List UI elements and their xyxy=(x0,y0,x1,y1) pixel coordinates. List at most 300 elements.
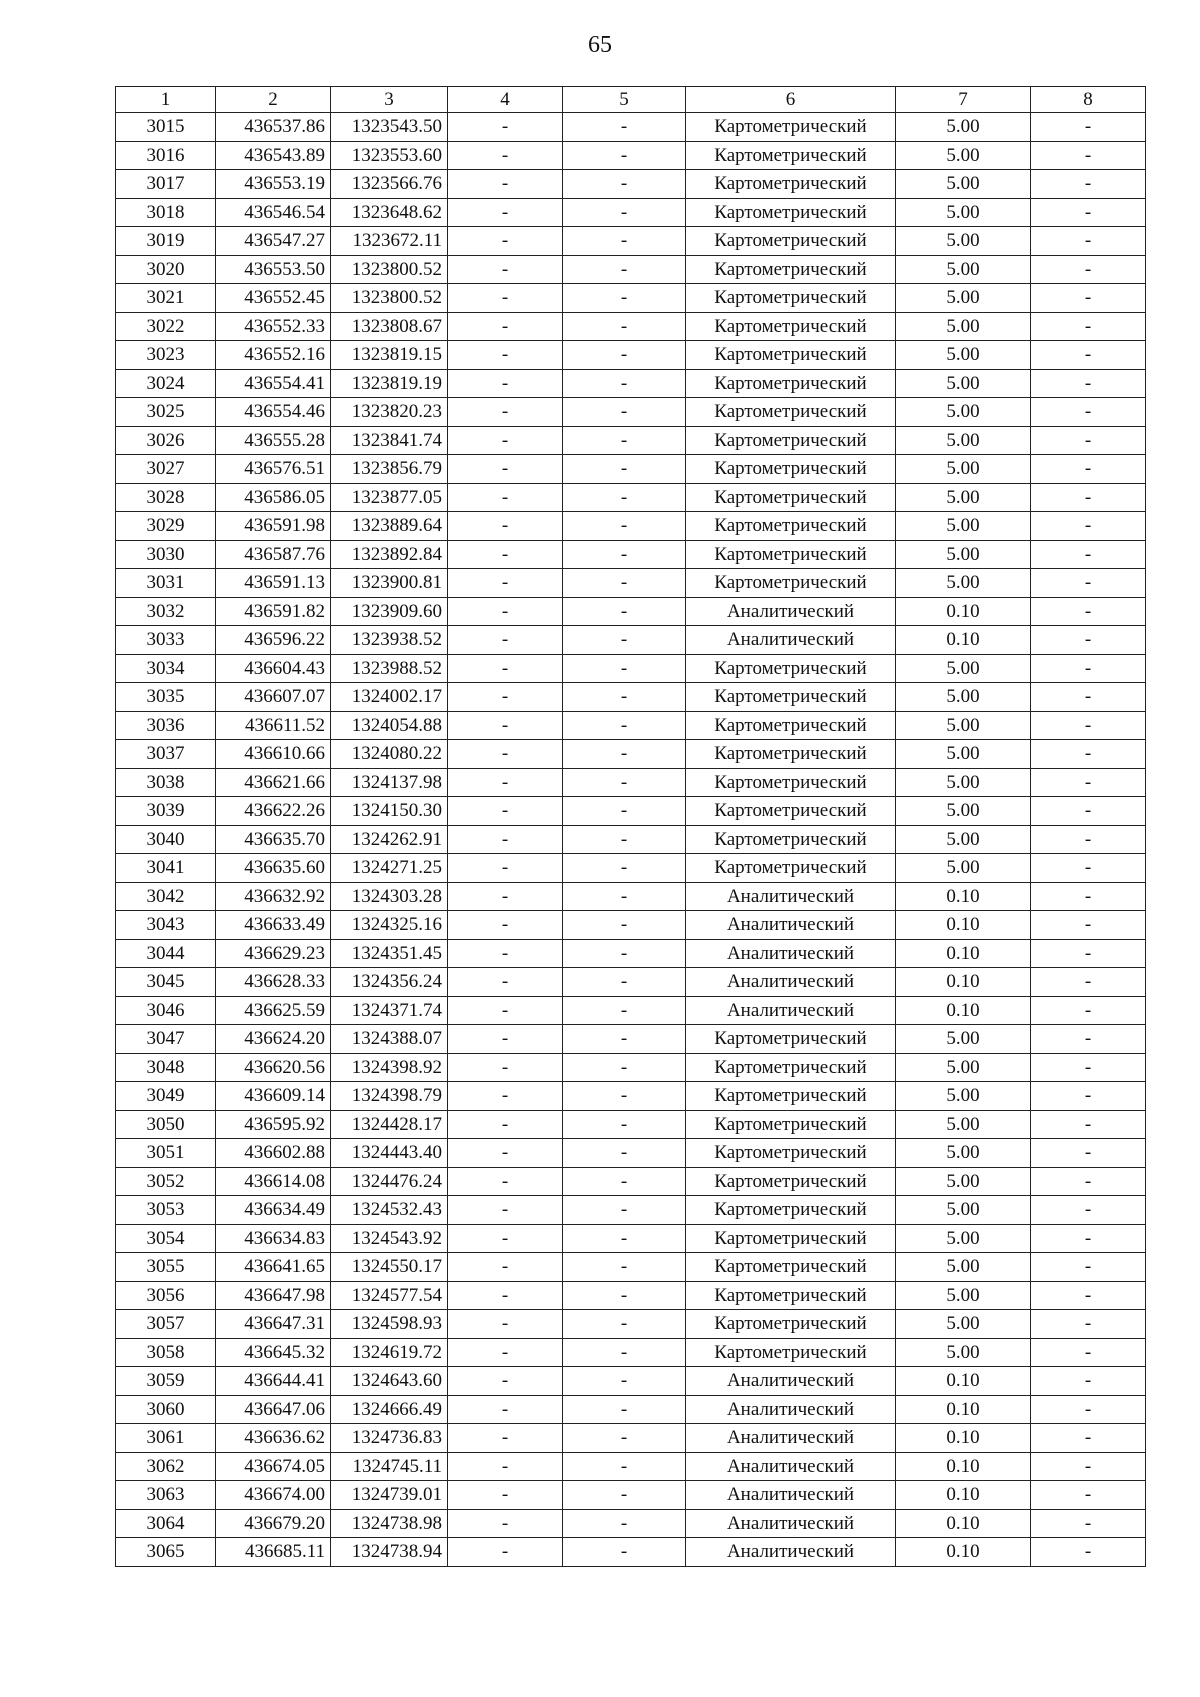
cell-point-number: 3065 xyxy=(116,1538,216,1567)
cell-accuracy: 5.00 xyxy=(896,825,1031,854)
cell-col-5-value: - xyxy=(563,1481,686,1510)
cell-accuracy: 0.10 xyxy=(896,939,1031,968)
table-row xyxy=(116,740,1146,769)
table-row xyxy=(116,654,1146,683)
cell-col-4-value: - xyxy=(448,1053,563,1082)
cell-col-5-value: - xyxy=(563,426,686,455)
cell-col-8-value: - xyxy=(1031,854,1146,883)
table-row xyxy=(116,141,1146,170)
cell-method: Картометрический xyxy=(686,284,896,313)
table-row xyxy=(116,483,1146,512)
cell-point-number: 3017 xyxy=(116,170,216,199)
cell-col-8-value: - xyxy=(1031,1395,1146,1424)
cell-method: Аналитический xyxy=(686,996,896,1025)
cell-accuracy: 0.10 xyxy=(896,1424,1031,1453)
cell-x-coordinate: 436553.50 xyxy=(216,255,331,284)
cell-method: Картометрический xyxy=(686,1025,896,1054)
cell-method: Картометрический xyxy=(686,1110,896,1139)
cell-method: Аналитический xyxy=(686,1481,896,1510)
table-row xyxy=(116,1025,1146,1054)
cell-x-coordinate: 436620.56 xyxy=(216,1053,331,1082)
table-row xyxy=(116,711,1146,740)
cell-accuracy: 5.00 xyxy=(896,540,1031,569)
cell-x-coordinate: 436552.16 xyxy=(216,341,331,370)
cell-y-coordinate: 1323889.64 xyxy=(331,512,448,541)
cell-method: Картометрический xyxy=(686,369,896,398)
cell-accuracy: 5.00 xyxy=(896,398,1031,427)
cell-accuracy: 0.10 xyxy=(896,882,1031,911)
cell-col-5-value: - xyxy=(563,198,686,227)
cell-y-coordinate: 1324543.92 xyxy=(331,1224,448,1253)
cell-point-number: 3022 xyxy=(116,312,216,341)
cell-col-8-value: - xyxy=(1031,483,1146,512)
cell-col-4-value: - xyxy=(448,911,563,940)
cell-col-5-value: - xyxy=(563,1367,686,1396)
cell-x-coordinate: 436554.41 xyxy=(216,369,331,398)
cell-accuracy: 0.10 xyxy=(896,1395,1031,1424)
cell-col-4-value: - xyxy=(448,711,563,740)
cell-y-coordinate: 1324371.74 xyxy=(331,996,448,1025)
table-row xyxy=(116,1082,1146,1111)
cell-accuracy: 5.00 xyxy=(896,341,1031,370)
cell-x-coordinate: 436552.45 xyxy=(216,284,331,313)
cell-x-coordinate: 436610.66 xyxy=(216,740,331,769)
cell-col-5-value: - xyxy=(563,227,686,256)
cell-col-8-value: - xyxy=(1031,1082,1146,1111)
table-row xyxy=(116,882,1146,911)
cell-y-coordinate: 1324532.43 xyxy=(331,1196,448,1225)
cell-method: Картометрический xyxy=(686,1082,896,1111)
cell-col-5-value: - xyxy=(563,911,686,940)
header-row xyxy=(116,87,1146,113)
cell-method: Картометрический xyxy=(686,1338,896,1367)
cell-col-4-value: - xyxy=(448,170,563,199)
cell-accuracy: 0.10 xyxy=(896,1509,1031,1538)
cell-accuracy: 5.00 xyxy=(896,1053,1031,1082)
cell-col-5-value: - xyxy=(563,1538,686,1567)
cell-y-coordinate: 1324666.49 xyxy=(331,1395,448,1424)
cell-col-4-value: - xyxy=(448,113,563,142)
cell-col-8-value: - xyxy=(1031,1452,1146,1481)
cell-col-4-value: - xyxy=(448,1196,563,1225)
cell-col-8-value: - xyxy=(1031,255,1146,284)
cell-col-5-value: - xyxy=(563,1025,686,1054)
cell-point-number: 3049 xyxy=(116,1082,216,1111)
cell-method: Картометрический xyxy=(686,483,896,512)
cell-col-5-value: - xyxy=(563,939,686,968)
column-header-5: 5 xyxy=(563,87,686,113)
cell-y-coordinate: 1323892.84 xyxy=(331,540,448,569)
cell-col-8-value: - xyxy=(1031,569,1146,598)
cell-x-coordinate: 436647.31 xyxy=(216,1310,331,1339)
cell-method: Картометрический xyxy=(686,341,896,370)
cell-x-coordinate: 436587.76 xyxy=(216,540,331,569)
cell-accuracy: 0.10 xyxy=(896,996,1031,1025)
cell-point-number: 3033 xyxy=(116,626,216,655)
cell-y-coordinate: 1324137.98 xyxy=(331,768,448,797)
column-header-7: 7 xyxy=(896,87,1031,113)
cell-method: Картометрический xyxy=(686,426,896,455)
cell-col-4-value: - xyxy=(448,939,563,968)
cell-y-coordinate: 1323800.52 xyxy=(331,284,448,313)
cell-col-5-value: - xyxy=(563,882,686,911)
table-row xyxy=(116,569,1146,598)
cell-col-4-value: - xyxy=(448,797,563,826)
cell-accuracy: 5.00 xyxy=(896,1196,1031,1225)
cell-point-number: 3016 xyxy=(116,141,216,170)
cell-col-8-value: - xyxy=(1031,1538,1146,1567)
cell-point-number: 3060 xyxy=(116,1395,216,1424)
table-row xyxy=(116,939,1146,968)
column-header-4: 4 xyxy=(448,87,563,113)
cell-col-8-value: - xyxy=(1031,597,1146,626)
cell-accuracy: 5.00 xyxy=(896,227,1031,256)
table-row xyxy=(116,626,1146,655)
cell-col-8-value: - xyxy=(1031,1139,1146,1168)
cell-x-coordinate: 436552.33 xyxy=(216,312,331,341)
table-row xyxy=(116,369,1146,398)
cell-point-number: 3031 xyxy=(116,569,216,598)
cell-accuracy: 0.10 xyxy=(896,911,1031,940)
cell-col-5-value: - xyxy=(563,854,686,883)
table-row xyxy=(116,1481,1146,1510)
cell-col-4-value: - xyxy=(448,740,563,769)
table-row xyxy=(116,1253,1146,1282)
cell-y-coordinate: 1324738.98 xyxy=(331,1509,448,1538)
cell-col-5-value: - xyxy=(563,341,686,370)
cell-y-coordinate: 1324428.17 xyxy=(331,1110,448,1139)
cell-method: Картометрический xyxy=(686,227,896,256)
cell-col-5-value: - xyxy=(563,1509,686,1538)
cell-y-coordinate: 1324150.30 xyxy=(331,797,448,826)
cell-point-number: 3055 xyxy=(116,1253,216,1282)
cell-method: Картометрический xyxy=(686,740,896,769)
cell-x-coordinate: 436537.86 xyxy=(216,113,331,142)
cell-x-coordinate: 436628.33 xyxy=(216,968,331,997)
cell-y-coordinate: 1323672.11 xyxy=(331,227,448,256)
cell-col-4-value: - xyxy=(448,1367,563,1396)
cell-col-5-value: - xyxy=(563,1424,686,1453)
cell-accuracy: 0.10 xyxy=(896,1481,1031,1510)
cell-accuracy: 5.00 xyxy=(896,797,1031,826)
cell-x-coordinate: 436634.49 xyxy=(216,1196,331,1225)
table-row xyxy=(116,284,1146,313)
cell-col-8-value: - xyxy=(1031,768,1146,797)
cell-point-number: 3057 xyxy=(116,1310,216,1339)
cell-method: Картометрический xyxy=(686,1053,896,1082)
cell-accuracy: 0.10 xyxy=(896,597,1031,626)
cell-method: Аналитический xyxy=(686,597,896,626)
table-row xyxy=(116,341,1146,370)
cell-x-coordinate: 436679.20 xyxy=(216,1509,331,1538)
cell-x-coordinate: 436621.66 xyxy=(216,768,331,797)
cell-col-8-value: - xyxy=(1031,968,1146,997)
cell-x-coordinate: 436554.46 xyxy=(216,398,331,427)
cell-col-5-value: - xyxy=(563,1224,686,1253)
cell-x-coordinate: 436634.83 xyxy=(216,1224,331,1253)
cell-x-coordinate: 436633.49 xyxy=(216,911,331,940)
cell-point-number: 3024 xyxy=(116,369,216,398)
table-row xyxy=(116,1452,1146,1481)
cell-point-number: 3059 xyxy=(116,1367,216,1396)
cell-x-coordinate: 436591.13 xyxy=(216,569,331,598)
cell-col-4-value: - xyxy=(448,626,563,655)
cell-accuracy: 5.00 xyxy=(896,854,1031,883)
cell-accuracy: 0.10 xyxy=(896,1367,1031,1396)
cell-col-4-value: - xyxy=(448,569,563,598)
cell-col-5-value: - xyxy=(563,312,686,341)
cell-accuracy: 5.00 xyxy=(896,740,1031,769)
table-row xyxy=(116,1338,1146,1367)
cell-method: Картометрический xyxy=(686,825,896,854)
cell-col-4-value: - xyxy=(448,426,563,455)
cell-x-coordinate: 436611.52 xyxy=(216,711,331,740)
table-row xyxy=(116,512,1146,541)
cell-col-4-value: - xyxy=(448,227,563,256)
table-row xyxy=(116,996,1146,1025)
cell-col-5-value: - xyxy=(563,1338,686,1367)
cell-col-8-value: - xyxy=(1031,626,1146,655)
table-row xyxy=(116,1310,1146,1339)
cell-method: Картометрический xyxy=(686,1281,896,1310)
cell-x-coordinate: 436591.98 xyxy=(216,512,331,541)
cell-point-number: 3064 xyxy=(116,1509,216,1538)
cell-col-4-value: - xyxy=(448,1424,563,1453)
cell-col-5-value: - xyxy=(563,768,686,797)
table-row xyxy=(116,1139,1146,1168)
cell-point-number: 3056 xyxy=(116,1281,216,1310)
cell-col-5-value: - xyxy=(563,825,686,854)
cell-col-5-value: - xyxy=(563,1452,686,1481)
cell-accuracy: 5.00 xyxy=(896,1167,1031,1196)
column-header-6: 6 xyxy=(686,87,896,113)
column-header-1: 1 xyxy=(116,87,216,113)
cell-accuracy: 5.00 xyxy=(896,569,1031,598)
cell-col-4-value: - xyxy=(448,483,563,512)
cell-col-5-value: - xyxy=(563,540,686,569)
cell-point-number: 3026 xyxy=(116,426,216,455)
cell-x-coordinate: 436674.00 xyxy=(216,1481,331,1510)
cell-col-8-value: - xyxy=(1031,1310,1146,1339)
cell-col-8-value: - xyxy=(1031,711,1146,740)
cell-method: Картометрический xyxy=(686,255,896,284)
cell-method: Картометрический xyxy=(686,683,896,712)
cell-accuracy: 0.10 xyxy=(896,968,1031,997)
cell-col-5-value: - xyxy=(563,1196,686,1225)
cell-accuracy: 5.00 xyxy=(896,141,1031,170)
cell-col-4-value: - xyxy=(448,882,563,911)
cell-col-4-value: - xyxy=(448,1253,563,1282)
cell-point-number: 3037 xyxy=(116,740,216,769)
cell-col-8-value: - xyxy=(1031,1110,1146,1139)
cell-point-number: 3020 xyxy=(116,255,216,284)
cell-col-8-value: - xyxy=(1031,939,1146,968)
cell-point-number: 3019 xyxy=(116,227,216,256)
cell-col-4-value: - xyxy=(448,1538,563,1567)
cell-point-number: 3047 xyxy=(116,1025,216,1054)
cell-point-number: 3025 xyxy=(116,398,216,427)
column-header-2: 2 xyxy=(216,87,331,113)
cell-col-8-value: - xyxy=(1031,996,1146,1025)
cell-col-5-value: - xyxy=(563,1110,686,1139)
cell-point-number: 3021 xyxy=(116,284,216,313)
cell-col-4-value: - xyxy=(448,1310,563,1339)
cell-point-number: 3063 xyxy=(116,1481,216,1510)
cell-col-8-value: - xyxy=(1031,198,1146,227)
table-row xyxy=(116,312,1146,341)
cell-col-5-value: - xyxy=(563,170,686,199)
cell-col-4-value: - xyxy=(448,654,563,683)
table-row xyxy=(116,825,1146,854)
cell-point-number: 3030 xyxy=(116,540,216,569)
table-row xyxy=(116,1110,1146,1139)
cell-method: Картометрический xyxy=(686,1139,896,1168)
cell-y-coordinate: 1324550.17 xyxy=(331,1253,448,1282)
cell-col-8-value: - xyxy=(1031,1367,1146,1396)
cell-col-4-value: - xyxy=(448,1395,563,1424)
cell-col-4-value: - xyxy=(448,512,563,541)
table-row xyxy=(116,683,1146,712)
cell-point-number: 3048 xyxy=(116,1053,216,1082)
cell-method: Картометрический xyxy=(686,1310,896,1339)
cell-y-coordinate: 1324388.07 xyxy=(331,1025,448,1054)
cell-accuracy: 5.00 xyxy=(896,711,1031,740)
cell-method: Картометрический xyxy=(686,654,896,683)
cell-x-coordinate: 436546.54 xyxy=(216,198,331,227)
cell-accuracy: 5.00 xyxy=(896,284,1031,313)
cell-col-5-value: - xyxy=(563,284,686,313)
cell-col-5-value: - xyxy=(563,797,686,826)
cell-col-4-value: - xyxy=(448,854,563,883)
cell-y-coordinate: 1324476.24 xyxy=(331,1167,448,1196)
cell-x-coordinate: 436595.92 xyxy=(216,1110,331,1139)
cell-x-coordinate: 436641.65 xyxy=(216,1253,331,1282)
table-row xyxy=(116,1395,1146,1424)
cell-method: Картометрический xyxy=(686,1224,896,1253)
table-row xyxy=(116,1196,1146,1225)
cell-accuracy: 5.00 xyxy=(896,768,1031,797)
cell-col-8-value: - xyxy=(1031,113,1146,142)
cell-x-coordinate: 436647.98 xyxy=(216,1281,331,1310)
cell-col-8-value: - xyxy=(1031,683,1146,712)
column-header-3: 3 xyxy=(331,87,448,113)
cell-col-4-value: - xyxy=(448,1139,563,1168)
cell-point-number: 3018 xyxy=(116,198,216,227)
cell-x-coordinate: 436547.27 xyxy=(216,227,331,256)
cell-x-coordinate: 436645.32 xyxy=(216,1338,331,1367)
cell-y-coordinate: 1324303.28 xyxy=(331,882,448,911)
cell-col-8-value: - xyxy=(1031,170,1146,199)
cell-x-coordinate: 436543.89 xyxy=(216,141,331,170)
cell-x-coordinate: 436629.23 xyxy=(216,939,331,968)
table-row xyxy=(116,1053,1146,1082)
cell-accuracy: 5.00 xyxy=(896,113,1031,142)
cell-col-4-value: - xyxy=(448,398,563,427)
cell-point-number: 3058 xyxy=(116,1338,216,1367)
cell-col-8-value: - xyxy=(1031,141,1146,170)
cell-x-coordinate: 436625.59 xyxy=(216,996,331,1025)
cell-method: Картометрический xyxy=(686,797,896,826)
cell-col-8-value: - xyxy=(1031,1224,1146,1253)
cell-y-coordinate: 1323820.23 xyxy=(331,398,448,427)
cell-point-number: 3062 xyxy=(116,1452,216,1481)
cell-y-coordinate: 1324745.11 xyxy=(331,1452,448,1481)
cell-y-coordinate: 1323877.05 xyxy=(331,483,448,512)
table-row xyxy=(116,170,1146,199)
cell-col-4-value: - xyxy=(448,1025,563,1054)
cell-accuracy: 5.00 xyxy=(896,654,1031,683)
cell-point-number: 3042 xyxy=(116,882,216,911)
cell-col-5-value: - xyxy=(563,569,686,598)
cell-x-coordinate: 436591.82 xyxy=(216,597,331,626)
cell-col-5-value: - xyxy=(563,255,686,284)
cell-col-5-value: - xyxy=(563,968,686,997)
table-row xyxy=(116,797,1146,826)
cell-y-coordinate: 1324271.25 xyxy=(331,854,448,883)
cell-col-8-value: - xyxy=(1031,284,1146,313)
cell-col-8-value: - xyxy=(1031,1424,1146,1453)
cell-point-number: 3045 xyxy=(116,968,216,997)
cell-y-coordinate: 1324643.60 xyxy=(331,1367,448,1396)
cell-col-5-value: - xyxy=(563,1082,686,1111)
column-header-8: 8 xyxy=(1031,87,1146,113)
table-row xyxy=(116,597,1146,626)
cell-x-coordinate: 436644.41 xyxy=(216,1367,331,1396)
table-header xyxy=(116,87,1146,113)
cell-y-coordinate: 1323800.52 xyxy=(331,255,448,284)
cell-col-5-value: - xyxy=(563,1139,686,1168)
cell-method: Картометрический xyxy=(686,854,896,883)
cell-x-coordinate: 436604.43 xyxy=(216,654,331,683)
table-row xyxy=(116,398,1146,427)
cell-y-coordinate: 1324356.24 xyxy=(331,968,448,997)
cell-col-8-value: - xyxy=(1031,1025,1146,1054)
cell-col-8-value: - xyxy=(1031,1196,1146,1225)
cell-col-5-value: - xyxy=(563,683,686,712)
cell-col-4-value: - xyxy=(448,540,563,569)
cell-col-4-value: - xyxy=(448,1167,563,1196)
cell-col-8-value: - xyxy=(1031,1509,1146,1538)
cell-point-number: 3051 xyxy=(116,1139,216,1168)
cell-col-4-value: - xyxy=(448,341,563,370)
cell-col-4-value: - xyxy=(448,141,563,170)
cell-accuracy: 5.00 xyxy=(896,198,1031,227)
cell-method: Аналитический xyxy=(686,1395,896,1424)
cell-col-4-value: - xyxy=(448,1082,563,1111)
cell-y-coordinate: 1323819.19 xyxy=(331,369,448,398)
cell-col-8-value: - xyxy=(1031,1167,1146,1196)
cell-y-coordinate: 1324736.83 xyxy=(331,1424,448,1453)
page-number: 65 xyxy=(588,32,612,58)
cell-y-coordinate: 1323938.52 xyxy=(331,626,448,655)
table-row xyxy=(116,1224,1146,1253)
cell-method: Картометрический xyxy=(686,198,896,227)
cell-col-8-value: - xyxy=(1031,654,1146,683)
cell-col-4-value: - xyxy=(448,996,563,1025)
cell-point-number: 3028 xyxy=(116,483,216,512)
cell-method: Аналитический xyxy=(686,939,896,968)
table-row xyxy=(116,1509,1146,1538)
table-body xyxy=(116,113,1146,1567)
cell-col-8-value: - xyxy=(1031,1481,1146,1510)
cell-y-coordinate: 1323856.79 xyxy=(331,455,448,484)
cell-accuracy: 5.00 xyxy=(896,512,1031,541)
cell-x-coordinate: 436636.62 xyxy=(216,1424,331,1453)
cell-method: Картометрический xyxy=(686,1253,896,1282)
cell-y-coordinate: 1324262.91 xyxy=(331,825,448,854)
cell-method: Картометрический xyxy=(686,512,896,541)
cell-col-8-value: - xyxy=(1031,398,1146,427)
